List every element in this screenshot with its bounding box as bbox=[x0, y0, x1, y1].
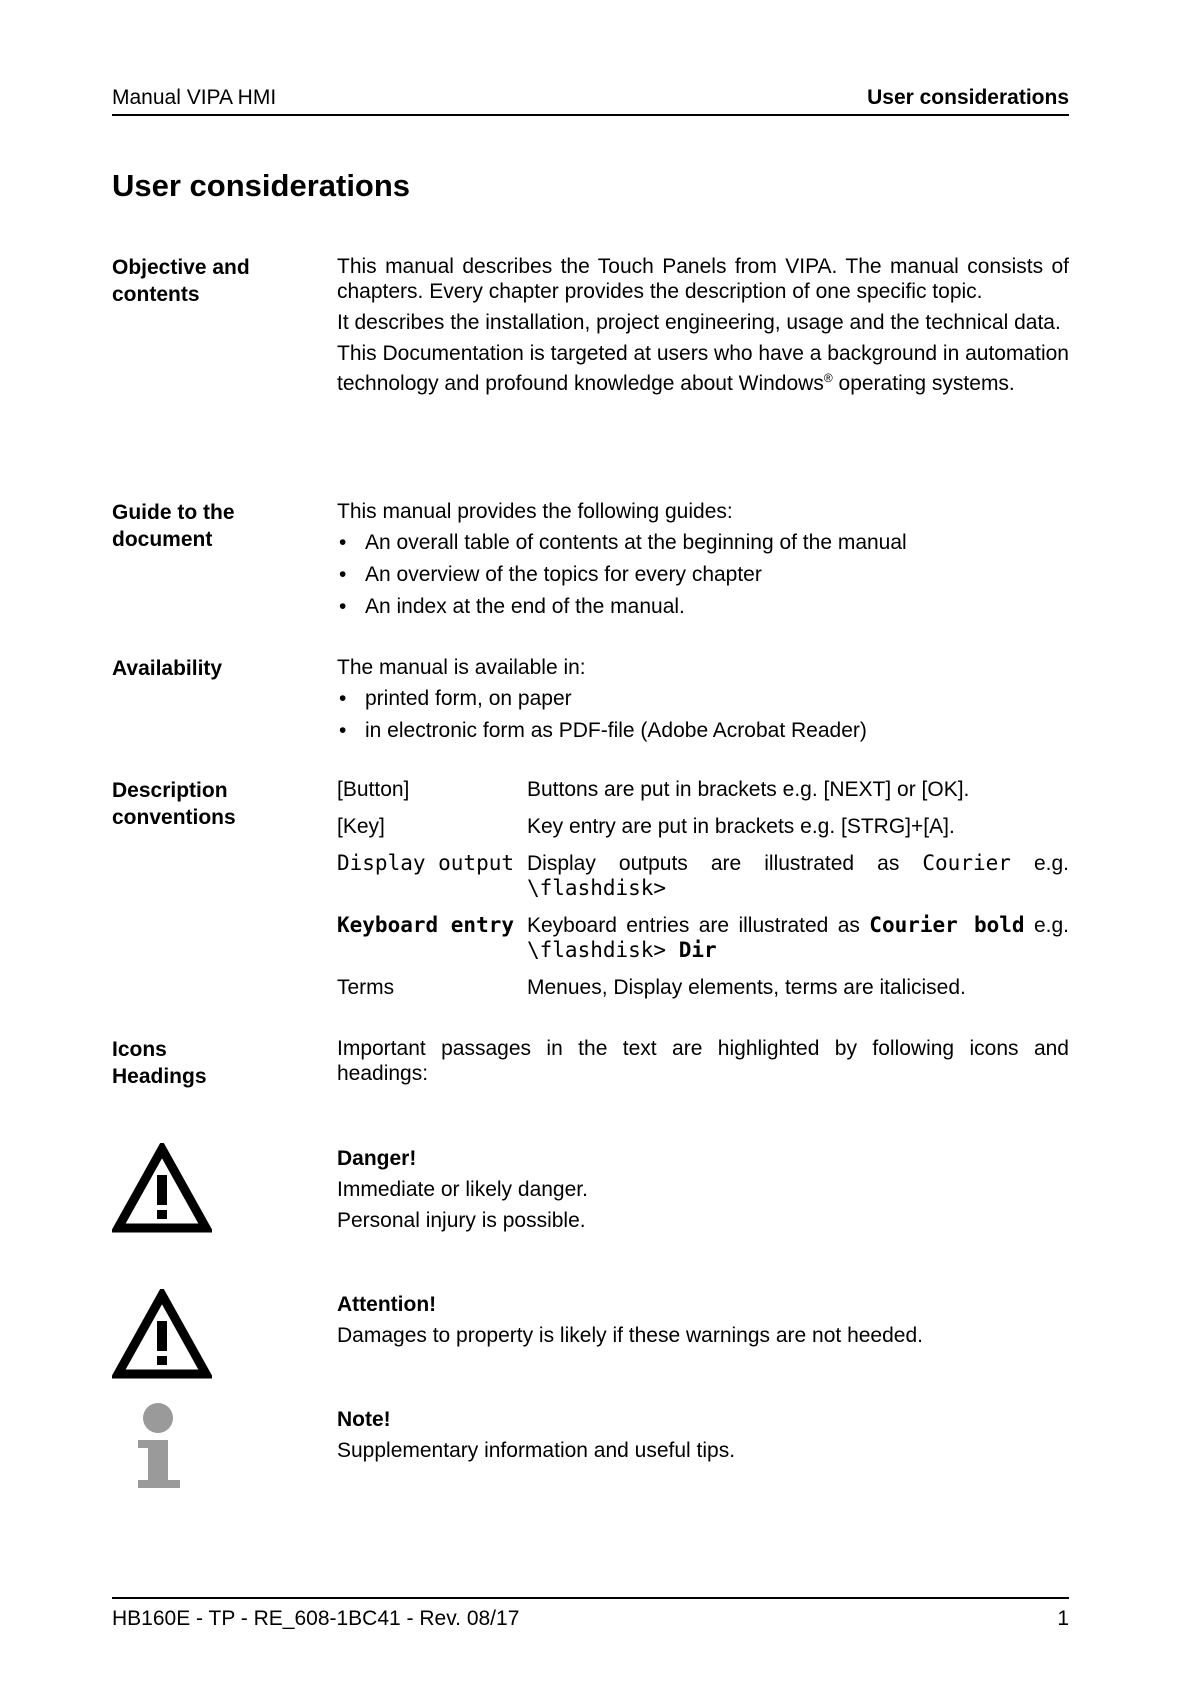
running-footer bbox=[112, 1597, 1069, 1633]
term-cell: Keyboard entry bbox=[337, 913, 515, 937]
notice-heading: Attention! bbox=[337, 1293, 437, 1316]
paragraph: The manual is available in: bbox=[337, 656, 586, 679]
desc-cell: Keyboard entries are illustrated as Courier bold e.g. \flashdisk> Dir bbox=[527, 913, 1069, 962]
desc-cell: Menues, Display elements, terms are italicised. bbox=[527, 976, 966, 999]
list-item: • printed form, on paper bbox=[339, 687, 572, 710]
bullet-icon: • bbox=[339, 719, 347, 742]
side-label-conventions: Description conventions bbox=[112, 779, 236, 829]
table-row bbox=[337, 777, 1069, 814]
term-cell: Display output bbox=[337, 851, 515, 875]
guide-list bbox=[337, 530, 1069, 619]
side-label-availability: Availability bbox=[112, 657, 223, 680]
header-chapter-name: User considerations bbox=[867, 86, 1069, 109]
conventions-table bbox=[337, 777, 1069, 1012]
notice-heading: Danger! bbox=[337, 1147, 417, 1170]
notice-note-text bbox=[337, 1404, 1069, 1466]
list-item: • An overall table of contents at the beginning of the manual bbox=[339, 531, 907, 554]
warning-triangle-icon bbox=[112, 1289, 212, 1389]
notice-heading: Note! bbox=[337, 1408, 391, 1431]
paragraph: Important passages in the text are highlighted by following icons and headings: bbox=[337, 1037, 1069, 1085]
list-item: • An overview of the topics for every chapter bbox=[339, 563, 762, 586]
running-header bbox=[112, 84, 1069, 116]
icons-text bbox=[337, 1036, 1069, 1092]
notice-line: Damages to property is likely if these warnings are not heeded. bbox=[337, 1324, 923, 1347]
table-row bbox=[337, 975, 1069, 1012]
header-manual-name: Manual VIPA HMI bbox=[112, 86, 277, 109]
notice-line: Immediate or likely danger. bbox=[337, 1178, 588, 1201]
notice-line: Supplementary information and useful tips. bbox=[337, 1439, 736, 1462]
term-cell: [Button] bbox=[337, 778, 410, 801]
paragraph: This Documentation is targeted at users who have a background in automation technology and profound knowledge about Windows® operating systems. bbox=[337, 342, 1069, 395]
paragraph: This manual describes the Touch Panels from VIPA. The manual consists of chapters. Every chapter provides the description of one specific topic. bbox=[337, 255, 1069, 303]
availability-list bbox=[337, 686, 1069, 743]
conventions-text bbox=[337, 777, 1069, 1012]
objective-text bbox=[337, 254, 1069, 402]
term-cell: Terms bbox=[337, 976, 395, 999]
paragraph: It describes the installation, project engineering, usage and the technical data. bbox=[337, 311, 1061, 334]
table-row bbox=[337, 814, 1069, 851]
bullet-icon: • bbox=[339, 687, 347, 710]
list-item: • An index at the end of the manual. bbox=[339, 595, 685, 618]
table-row bbox=[337, 913, 1069, 975]
footer-doc-id: HB160E - TP - RE_608-1BC41 - Rev. 08/17 bbox=[112, 1607, 520, 1630]
table-row bbox=[337, 851, 1069, 913]
side-label-objective: Objective and contents bbox=[112, 256, 250, 306]
desc-cell: Key entry are put in brackets e.g. [STRG]+[A]. bbox=[527, 815, 955, 838]
bullet-icon: • bbox=[339, 563, 347, 586]
notice-line: Personal injury is possible. bbox=[337, 1209, 586, 1232]
page-number: 1 bbox=[1057, 1607, 1069, 1630]
notice-attention-text bbox=[337, 1289, 1069, 1351]
guide-text bbox=[337, 499, 1069, 626]
availability-text bbox=[337, 655, 1069, 750]
term-cell: [Key] bbox=[337, 815, 385, 838]
side-label-icons: Icons Headings bbox=[112, 1038, 207, 1088]
page-title: User considerations bbox=[112, 168, 411, 203]
paragraph: This manual provides the following guides: bbox=[337, 500, 733, 523]
desc-cell: Buttons are put in brackets e.g. [NEXT] or [OK]. bbox=[527, 778, 970, 801]
warning-triangle-icon bbox=[112, 1143, 212, 1243]
bullet-icon: • bbox=[339, 531, 347, 554]
notice-danger-text bbox=[337, 1143, 1069, 1236]
desc-cell: Display outputs are illustrated as Courier e.g. \flashdisk> bbox=[527, 851, 1069, 900]
bullet-icon: • bbox=[339, 595, 347, 618]
list-item: • in electronic form as PDF-file (Adobe Acrobat Reader) bbox=[339, 719, 867, 742]
side-label-guide: Guide to the document bbox=[112, 501, 235, 551]
info-icon bbox=[134, 1402, 234, 1502]
registered-mark: ® bbox=[823, 371, 833, 385]
